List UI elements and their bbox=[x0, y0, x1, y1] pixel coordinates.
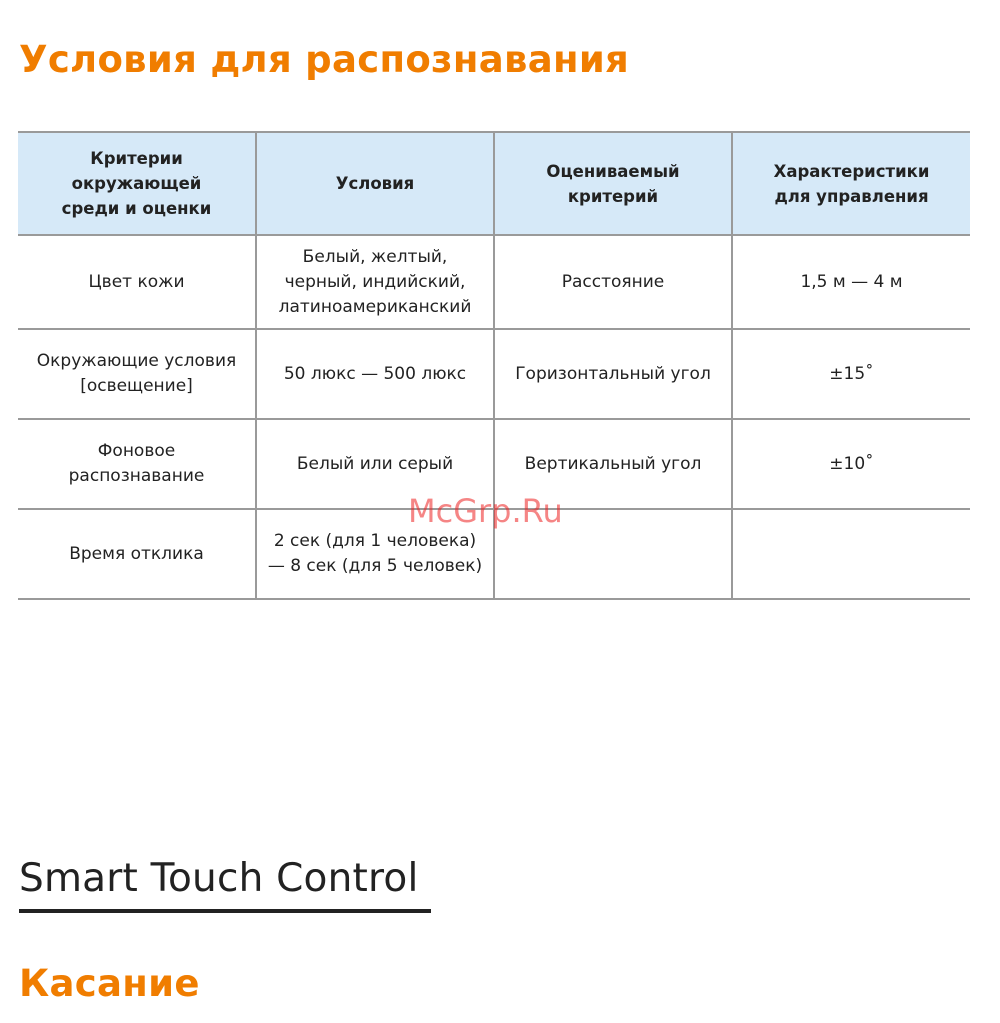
header-line: Условия bbox=[335, 174, 415, 193]
table-cell bbox=[732, 235, 970, 329]
cell-line: Вертикальный угол bbox=[524, 453, 702, 474]
table-cell bbox=[18, 329, 256, 419]
table-cell bbox=[256, 235, 494, 329]
cell-line: Фоновое bbox=[97, 441, 176, 461]
table-row bbox=[18, 329, 970, 419]
cell-line: 50 люкс — 500 люкс bbox=[283, 363, 467, 384]
cell-line: Белый или серый bbox=[296, 453, 454, 474]
table-cell bbox=[18, 419, 256, 509]
chapter-title-underline bbox=[19, 909, 431, 913]
cell-line: 1,5 м — 4 м bbox=[800, 271, 903, 292]
table-cell bbox=[18, 235, 256, 329]
cell-line: Расстояние bbox=[561, 271, 665, 292]
header-evaluated-criterion bbox=[494, 132, 732, 235]
chapter-title: Smart Touch Control bbox=[19, 856, 419, 901]
cell-line: Белый, желтый, bbox=[302, 246, 448, 267]
cell-line: латиноамериканский bbox=[278, 296, 472, 317]
header-environment-criteria bbox=[18, 132, 256, 235]
table-cell bbox=[256, 329, 494, 419]
cell-line: — 8 сек (для 5 человек) bbox=[267, 556, 483, 576]
table-header-row bbox=[18, 132, 970, 235]
cell-line: 2 сек (для 1 человека) bbox=[273, 531, 477, 551]
section-title: Условия для распознавания bbox=[19, 38, 630, 81]
table-cell bbox=[732, 419, 970, 509]
header-line: для управления bbox=[774, 186, 929, 206]
cell-line: ±15˚ bbox=[829, 363, 874, 384]
header-line: Характеристики bbox=[773, 161, 930, 181]
table-cell-empty bbox=[732, 509, 970, 599]
cell-line: черный, индийский, bbox=[284, 271, 466, 292]
table-row bbox=[18, 235, 970, 329]
table-cell bbox=[494, 235, 732, 329]
header-conditions bbox=[256, 132, 494, 235]
header-line: критерий bbox=[567, 186, 659, 206]
header-line: Критерии окружающей bbox=[71, 149, 202, 193]
cell-line: Цвет кожи bbox=[88, 271, 185, 292]
header-line: Оцениваемый bbox=[546, 161, 680, 181]
header-control-characteristics bbox=[732, 132, 970, 235]
subsection-title: Касание bbox=[19, 962, 200, 1005]
watermark: McGrp.Ru bbox=[408, 492, 563, 530]
table-cell bbox=[18, 509, 256, 599]
cell-line: [освещение] bbox=[80, 376, 193, 396]
table-cell bbox=[732, 329, 970, 419]
table-cell bbox=[494, 329, 732, 419]
header-line: среди и оценки bbox=[61, 199, 212, 218]
cell-line: ±10˚ bbox=[829, 453, 874, 474]
cell-line: Окружающие условия bbox=[36, 351, 237, 371]
cell-line: распознавание bbox=[68, 466, 205, 486]
cell-line: Время отклика bbox=[69, 543, 204, 564]
cell-line: Горизонтальный угол bbox=[515, 363, 711, 384]
